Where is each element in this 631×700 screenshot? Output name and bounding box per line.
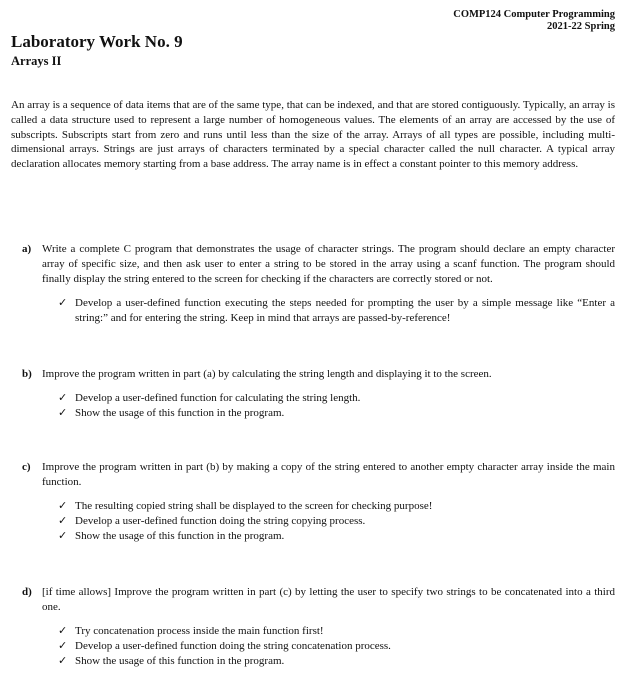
checklist-item-text: Develop a user-defined function for calculating the string length. <box>75 392 361 404</box>
task-checklist <box>22 296 615 326</box>
task-item-d <box>22 585 615 669</box>
checklist-item <box>58 639 615 654</box>
task-text: [if time allows] Improve the program written in part (c) by letting the user to specify two strings to be concatenated into a third one. <box>42 586 615 613</box>
task-text: Improve the program written in part (b) by making a copy of the string entered to another empty character array inside the main function. <box>42 461 615 488</box>
checklist-item <box>58 296 615 326</box>
page-title: Laboratory Work No. 9 <box>11 32 183 51</box>
checklist-item <box>58 499 615 514</box>
check-icon: ✓ <box>58 655 68 667</box>
task-item-b <box>22 367 615 421</box>
check-icon: ✓ <box>58 515 68 527</box>
checklist-item-text: Develop a user-defined function doing the string concatenation process. <box>75 640 391 652</box>
checklist-item-text: Develop a user-defined function executing the steps needed for prompting the user by a simple message like “Enter a string:” and for entering the string. Keep in mind that arrays are passed-by-reference! <box>75 297 615 324</box>
page-subtitle: Arrays II <box>11 54 62 68</box>
check-icon: ✓ <box>58 500 68 512</box>
task-checklist <box>22 499 615 544</box>
task-label: c) <box>22 461 31 473</box>
task-label: a) <box>22 243 32 255</box>
task-label: b) <box>22 368 32 380</box>
checklist-item-text: Try concatenation process inside the main function first! <box>75 625 324 637</box>
task-label: d) <box>22 586 32 598</box>
checklist-item-text: The resulting copied string shall be displayed to the screen for checking purpose! <box>75 500 433 512</box>
course-name: COMP124 Computer Programming <box>453 9 615 20</box>
checklist-item <box>58 514 615 529</box>
check-icon: ✓ <box>58 625 68 637</box>
checklist-item <box>58 391 615 406</box>
task-checklist <box>22 624 615 669</box>
task-checklist <box>22 391 615 421</box>
check-icon: ✓ <box>58 640 68 652</box>
checklist-item <box>58 529 615 544</box>
task-item-c <box>22 460 615 544</box>
check-icon: ✓ <box>58 392 68 404</box>
check-icon: ✓ <box>58 530 68 542</box>
checklist-item <box>58 654 615 669</box>
course-term: 2021-22 Spring <box>547 21 615 32</box>
checklist-item-text: Develop a user-defined function doing the string copying process. <box>75 515 366 527</box>
task-text: Write a complete C program that demonstrates the usage of character strings. The program should declare an empty character array of specific size, and then ask user to enter a string to be stored in the array using a scanf function. The program should finally display the string entered to the screen for checking if the characters are correctly stored or not. <box>42 243 615 285</box>
checklist-item-text: Show the usage of this function in the program. <box>75 407 285 419</box>
course-header <box>453 9 615 33</box>
check-icon: ✓ <box>58 407 68 419</box>
checklist-item <box>58 406 615 421</box>
checklist-item-text: Show the usage of this function in the program. <box>75 530 285 542</box>
intro-paragraph: An array is a sequence of data items that are of the same type, that can be indexed, and that are stored contiguously. Typically, an array is called a data structure used to represent a large number of homogeneous values. The elements of an array are accessed by the use of subscripts. Subscripts start from zero and runs until less than the size of the array. Arrays of all types are possible, including multi-dimensional arrays. Strings are just arrays of characters terminated by a special character called the null character. A typical array declaration allocates memory starting from a base address. The array name is in effect a constant pointer to this memory address. <box>11 99 615 171</box>
task-item-a <box>22 242 615 326</box>
check-icon: ✓ <box>58 297 68 309</box>
checklist-item <box>58 624 615 639</box>
checklist-item-text: Show the usage of this function in the program. <box>75 655 285 667</box>
task-text: Improve the program written in part (a) by calculating the string length and displaying it to the screen. <box>42 368 492 380</box>
